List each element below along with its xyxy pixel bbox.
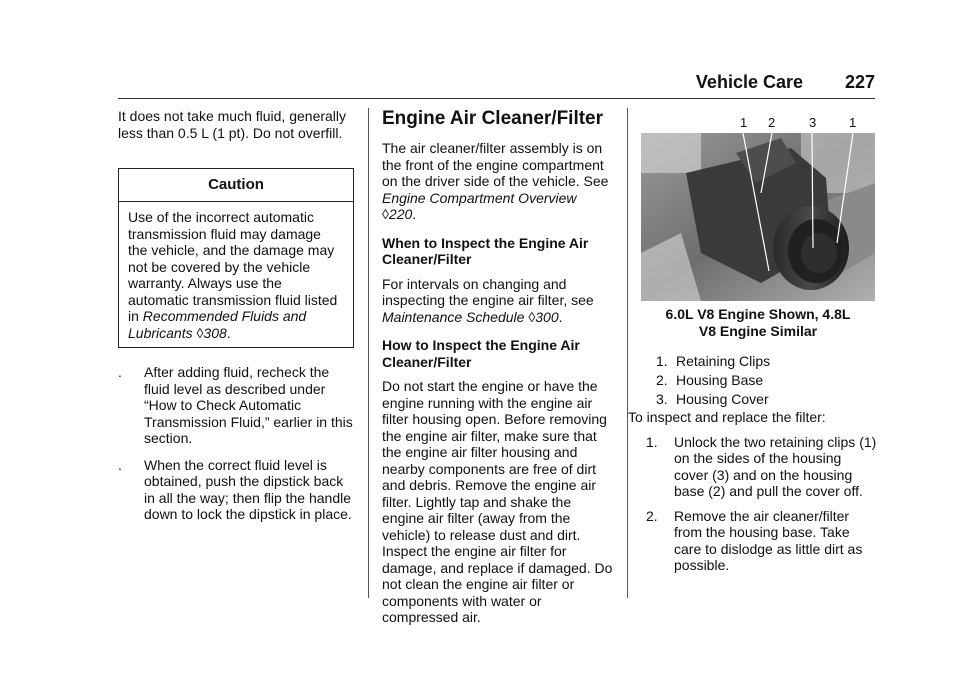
page-header <box>118 70 875 99</box>
callout-number: 1 <box>849 115 857 130</box>
callout-number: 2 <box>768 115 776 130</box>
page-ref-arrow: ◊ <box>382 206 389 222</box>
section-heading: Engine Air Cleaner/Filter <box>382 108 604 129</box>
bullet-text: When the correct fluid level is obtained, push the dipstick back in all the way; then flip the handle down to lock the dipstick in place. <box>144 456 352 522</box>
caution-ref-page[interactable]: 308 <box>203 324 227 341</box>
paragraph-end: . <box>558 308 563 325</box>
air-cleaner-illustration <box>641 133 875 301</box>
list-item <box>628 434 878 500</box>
figure-caption <box>641 306 875 340</box>
callout-number: 3 <box>809 115 817 130</box>
engine-figure <box>641 115 875 302</box>
legend-number: 2. <box>656 372 668 388</box>
bullet-mark: . <box>118 364 122 380</box>
list-item <box>656 352 770 371</box>
caution-body <box>119 202 353 341</box>
column-divider <box>368 108 369 598</box>
paragraph <box>382 276 614 326</box>
caution-title: Caution <box>119 169 353 202</box>
ref-link[interactable]: Engine Compartment Overview <box>382 189 577 206</box>
step-number: 2. <box>646 507 658 524</box>
paragraph-text: For intervals on changing and inspecting the engine air filter, see <box>382 275 594 308</box>
step-number: 1. <box>646 433 658 450</box>
caution-end: . <box>226 324 231 341</box>
paragraph <box>382 140 614 223</box>
figure-legend <box>656 352 770 409</box>
paragraph: Do not start the engine or have the engine running with the engine air filter housing open. Before removing the engine air filter, make sure that the engine air filter housing and nearby components are free of dirt and debris. Remove the engine air filter. Lightly tap and shake the engine air filter (away from the vehicle) to release dust and dirt. Inspect the engine air filter for damage, and replace if damaged. Do not clean the engine air filter or components with water or compressed air. <box>382 378 613 625</box>
ref-page[interactable]: 220 <box>388 206 413 222</box>
paragraph-text: The air cleaner/filter assembly is on the front of the engine compartment on the driver side of the vehicle. See <box>382 140 609 189</box>
bullet-list <box>118 364 358 533</box>
legend-number: 3. <box>656 391 668 407</box>
section-title: Vehicle Care <box>695 72 803 92</box>
bullet-mark: . <box>118 456 122 473</box>
inspect-instructions <box>628 409 878 574</box>
ref-link[interactable]: Maintenance Schedule <box>382 308 525 325</box>
step-text: Remove the air cleaner/filter from the housing base. Take care to dislodge as little dirt as possible. <box>674 507 863 573</box>
bullet-text: After adding fluid, recheck the fluid level as described under “How to Check Automatic Transmission Fluid,” earlier in this section. <box>144 364 353 446</box>
subheading-how: How to Inspect the Engine Air Cleaner/Filter <box>382 337 580 370</box>
list-item <box>656 371 770 390</box>
legend-number: 1. <box>656 353 668 369</box>
page-ref-arrow: ◊ <box>528 308 536 325</box>
caution-box <box>118 168 354 348</box>
inspect-intro: To inspect and replace the filter: <box>628 409 826 425</box>
caption-line: 6.0L V8 Engine Shown, 4.8L <box>665 306 851 322</box>
intro-paragraph: It does not take much fluid, generally less than 0.5 L (1 pt). Do not overfill. <box>118 108 347 141</box>
caution-text: Use of the incorrect automatic transmission fluid may damage the vehicle, and the damage may not be covered by the vehicle warranty. Always use the automatic transmission fluid listed in <box>128 209 338 324</box>
callout-number: 1 <box>740 115 748 130</box>
list-item <box>118 364 358 447</box>
ref-page[interactable]: 300 <box>535 308 559 325</box>
subheading-when: When to Inspect the Engine Air Cleaner/Filter <box>382 234 589 267</box>
column-1 <box>118 108 358 141</box>
column-2 <box>382 108 614 626</box>
step-text: Unlock the two retaining clips (1) on the sides of the housing cover (3) and on the housing base (2) and pull the cover off. <box>674 433 877 499</box>
list-item <box>656 390 770 409</box>
legend-label: Housing Cover <box>676 391 769 407</box>
legend-label: Retaining Clips <box>676 353 771 369</box>
legend-label: Housing Base <box>676 372 764 388</box>
paragraph-end: . <box>412 206 417 222</box>
page-ref-arrow: ◊ <box>196 324 204 341</box>
caption-line: V8 Engine Similar <box>698 323 818 339</box>
list-item <box>118 457 358 523</box>
figure-callout-numbers <box>641 115 875 133</box>
caution-ref-link[interactable]: Recommended Fluids and Lubricants <box>128 308 307 341</box>
list-item <box>628 508 878 574</box>
page-number: 227 <box>844 72 875 92</box>
